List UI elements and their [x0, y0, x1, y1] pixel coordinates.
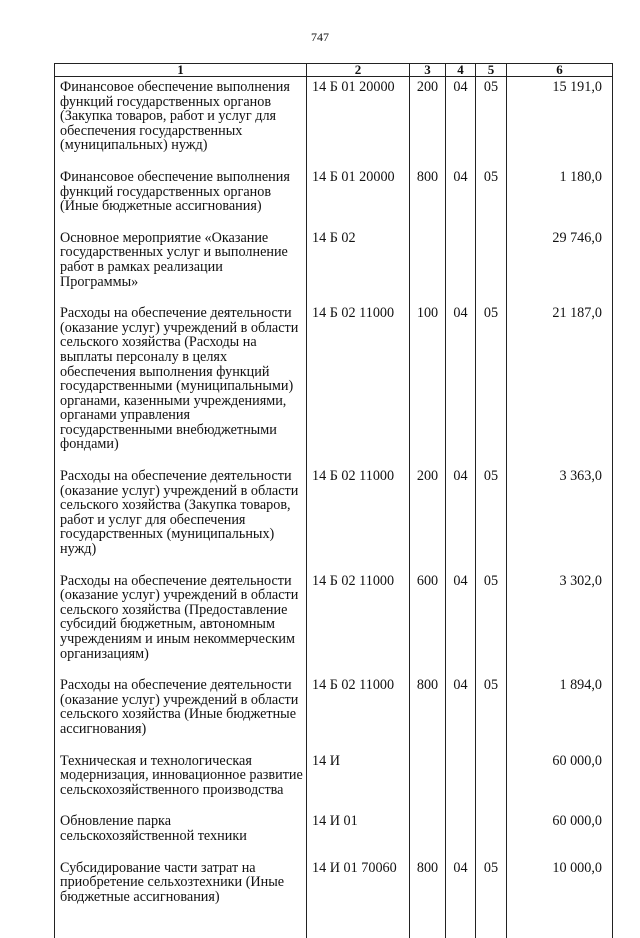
row-vr — [410, 751, 446, 798]
row-vr: 800 — [410, 858, 446, 905]
row-name: Расходы на обеспечение деятельности (оказание услуг) учреждений в области сельского хозяйства (Иные бюджетные ассигнования) — [55, 675, 307, 736]
row-vr: 200 — [410, 466, 446, 557]
row-name: Субсидирование части затрат на приобретение сельхозтехники (Иные бюджетные ассигнования) — [55, 858, 307, 905]
row-code: 14 Б 01 20000 — [307, 77, 410, 153]
row-pr — [476, 811, 507, 843]
table-row — [55, 811, 613, 843]
row-name: Финансовое обеспечение выполнения функций государственных органов (Закупка товаров, работ и услуг для обеспечения государственных (муниципальных) нужд) — [55, 77, 307, 153]
page-number: 747 — [311, 30, 329, 44]
table-row — [55, 571, 613, 662]
row-vr — [410, 811, 446, 843]
row-amount: 1 894,0 — [507, 675, 613, 736]
table-row — [55, 751, 613, 798]
header-col-5: 5 — [476, 64, 507, 77]
row-code: 14 Б 02 11000 — [307, 571, 410, 662]
row-rz: 04 — [446, 571, 476, 662]
header-col-3: 3 — [410, 64, 446, 77]
row-rz: 04 — [446, 167, 476, 214]
header-col-2: 2 — [307, 64, 410, 77]
row-code: 14 Б 01 20000 — [307, 167, 410, 214]
table-header-row — [55, 64, 613, 77]
row-vr — [410, 228, 446, 289]
budget-table — [54, 63, 613, 938]
row-vr: 100 — [410, 303, 446, 452]
table-row — [55, 167, 613, 214]
header-col-6: 6 — [507, 64, 613, 77]
row-rz: 04 — [446, 77, 476, 153]
row-rz: 04 — [446, 303, 476, 452]
table-row — [55, 303, 613, 452]
table-row — [55, 675, 613, 736]
row-vr: 800 — [410, 675, 446, 736]
row-code: 14 И 01 70060 — [307, 858, 410, 905]
row-code: 14 Б 02 11000 — [307, 466, 410, 557]
row-amount: 60 000,0 — [507, 811, 613, 843]
row-name: Техническая и технологическая модернизация, инновационное развитие сельскохозяйственного производства — [55, 751, 307, 798]
row-amount: 1 180,0 — [507, 167, 613, 214]
row-rz — [446, 811, 476, 843]
table-row — [55, 228, 613, 289]
header-col-4: 4 — [446, 64, 476, 77]
row-pr — [476, 751, 507, 798]
table-row — [55, 77, 613, 153]
row-name: Обновление парка сельскохозяйственной техники — [55, 811, 307, 843]
row-amount: 29 746,0 — [507, 228, 613, 289]
row-rz: 04 — [446, 675, 476, 736]
row-name: Финансовое обеспечение выполнения функций государственных органов (Иные бюджетные ассигнования) — [55, 167, 307, 214]
row-vr: 200 — [410, 77, 446, 153]
row-code: 14 И 01 — [307, 811, 410, 843]
row-rz — [446, 751, 476, 798]
table-row — [55, 466, 613, 557]
row-name: Основное мероприятие «Оказание государственных услуг и выполнение работ в рамках реализации Программы» — [55, 228, 307, 289]
row-code: 14 Б 02 11000 — [307, 303, 410, 452]
row-pr: 05 — [476, 675, 507, 736]
row-pr: 05 — [476, 466, 507, 557]
row-pr: 05 — [476, 303, 507, 452]
table-row — [55, 858, 613, 905]
header-col-1: 1 — [55, 64, 307, 77]
row-pr: 05 — [476, 167, 507, 214]
row-rz: 04 — [446, 858, 476, 905]
row-rz — [446, 228, 476, 289]
row-pr — [476, 228, 507, 289]
row-code: 14 И — [307, 751, 410, 798]
row-amount: 3 302,0 — [507, 571, 613, 662]
row-vr: 800 — [410, 167, 446, 214]
row-amount: 21 187,0 — [507, 303, 613, 452]
row-code: 14 Б 02 — [307, 228, 410, 289]
row-pr: 05 — [476, 858, 507, 905]
row-code: 14 Б 02 11000 — [307, 675, 410, 736]
row-vr: 600 — [410, 571, 446, 662]
row-name: Расходы на обеспечение деятельности (оказание услуг) учреждений в области сельского хозяйства (Расходы на выплаты персоналу в целях обеспечения выполнения функций государственными (муниципальными) органами, казенными учреждениями, органами управления государственными внебюджетными фондами) — [55, 303, 307, 452]
row-amount: 60 000,0 — [507, 751, 613, 798]
row-pr: 05 — [476, 571, 507, 662]
row-amount: 15 191,0 — [507, 77, 613, 153]
row-pr: 05 — [476, 77, 507, 153]
row-rz: 04 — [446, 466, 476, 557]
row-amount: 10 000,0 — [507, 858, 613, 905]
row-name: Расходы на обеспечение деятельности (оказание услуг) учреждений в области сельского хозяйства (Предоставление субсидий бюджетным, автономным учреждениям и иным некоммерческим организациям) — [55, 571, 307, 662]
row-name: Расходы на обеспечение деятельности (оказание услуг) учреждений в области сельского хозяйства (Закупка товаров, работ и услуг для обеспечения государственных (муниципальных) нужд) — [55, 466, 307, 557]
row-amount: 3 363,0 — [507, 466, 613, 557]
